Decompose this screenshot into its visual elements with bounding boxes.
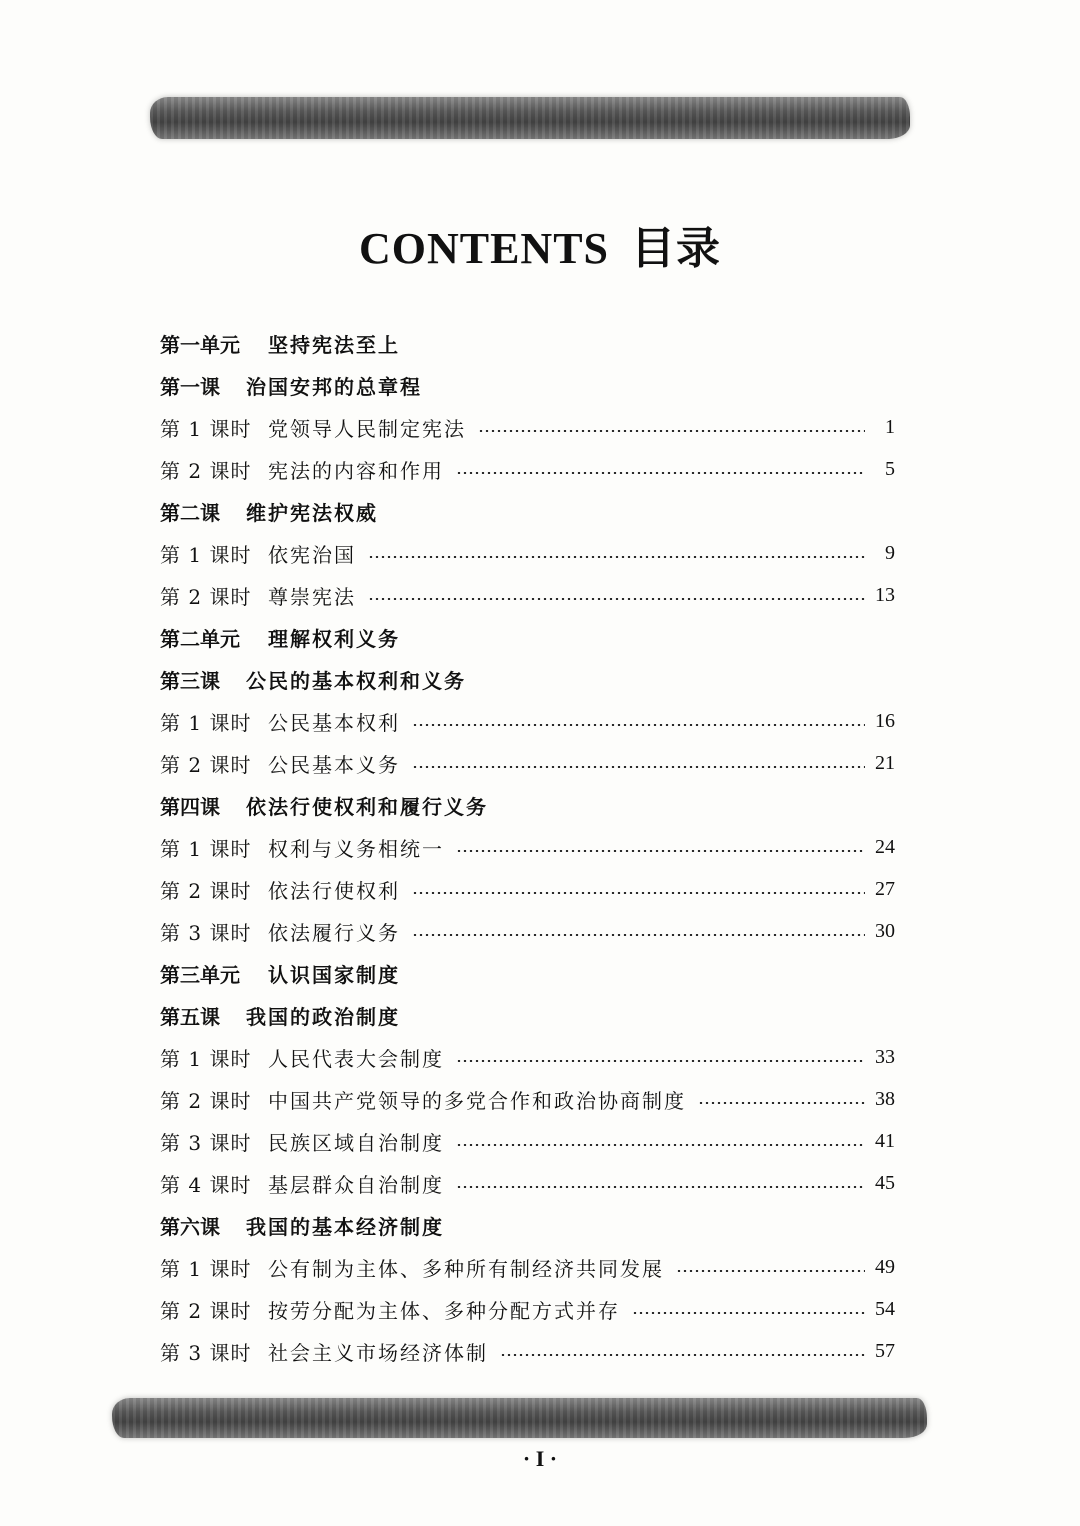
- toc-entry-number: 第 2 课时: [160, 1088, 252, 1113]
- toc-unit: [160, 616, 895, 658]
- page-number: 57: [875, 1339, 895, 1362]
- toc-entry[interactable]: [160, 1162, 895, 1204]
- toc-entry-number: 第 1 课时: [160, 710, 252, 735]
- toc-entry-title: 依法履行义务: [268, 920, 400, 945]
- page-number: 5: [885, 457, 895, 480]
- dot-leader: [412, 724, 865, 726]
- toc-entry-number: 第 2 课时: [160, 1298, 252, 1323]
- dot-leader: [456, 1144, 865, 1146]
- toc-entry-number: 第 2 课时: [160, 584, 252, 609]
- toc-entry-number: 第 1 课时: [160, 1046, 252, 1071]
- toc-entry[interactable]: [160, 1246, 895, 1288]
- dot-leader: [632, 1312, 865, 1314]
- toc-unit-title: 坚持宪法至上: [268, 332, 400, 357]
- dot-leader: [412, 766, 865, 768]
- page-number: 54: [875, 1297, 895, 1320]
- toc-entry-title: 中国共产党领导的多党合作和政治协商制度: [268, 1088, 686, 1113]
- toc-entry-title: 公有制为主体、多种所有制经济共同发展: [268, 1256, 664, 1281]
- page-folio: · I ·: [522, 1446, 558, 1471]
- dot-leader: [412, 934, 865, 936]
- toc-entry-title: 人民代表大会制度: [268, 1046, 444, 1071]
- toc-entry-title: 民族区域自治制度: [268, 1130, 444, 1155]
- toc-entry-title: 依法行使权利: [268, 878, 400, 903]
- page-number: 30: [875, 919, 895, 942]
- toc-entry-title: 依宪治国: [268, 542, 356, 567]
- page-number: 21: [875, 751, 895, 774]
- toc-lesson-title: 依法行使权利和履行义务: [246, 794, 488, 819]
- toc-entry-number: 第 3 课时: [160, 920, 252, 945]
- toc-entry[interactable]: [160, 1288, 895, 1330]
- page-title: [0, 212, 1080, 276]
- dot-leader: [412, 892, 865, 894]
- toc-lesson-number: 第六课: [160, 1214, 220, 1239]
- toc-entry[interactable]: [160, 532, 895, 574]
- toc-lesson: [160, 784, 895, 826]
- top-decorative-band: [150, 97, 910, 139]
- page-number: 13: [875, 583, 895, 606]
- toc-unit: [160, 952, 895, 994]
- toc-entry-number: 第 2 课时: [160, 458, 252, 483]
- dot-leader: [676, 1270, 865, 1272]
- page-number: 1: [885, 415, 895, 438]
- toc-unit-title: 理解权利义务: [268, 626, 400, 651]
- toc-lesson-number: 第五课: [160, 1004, 220, 1029]
- dot-leader: [456, 472, 865, 474]
- toc-entry[interactable]: [160, 1120, 895, 1162]
- toc-entry[interactable]: [160, 1330, 895, 1372]
- toc-lesson: [160, 994, 895, 1036]
- toc-entry[interactable]: [160, 910, 895, 952]
- toc-entry[interactable]: [160, 1036, 895, 1078]
- toc-entry[interactable]: [160, 574, 895, 616]
- title-chinese: 目录: [631, 223, 722, 274]
- toc-lesson-title: 公民的基本权利和义务: [246, 668, 466, 693]
- toc-entry[interactable]: [160, 826, 895, 868]
- toc-entry-number: 第 1 课时: [160, 542, 252, 567]
- dot-leader: [456, 850, 865, 852]
- toc-lesson-number: 第四课: [160, 794, 220, 819]
- toc-entry-number: 第 2 课时: [160, 752, 252, 777]
- dot-leader: [500, 1354, 865, 1356]
- toc-entry-title: 社会主义市场经济体制: [268, 1340, 488, 1365]
- toc-lesson: [160, 364, 895, 406]
- toc-entry-number: 第 1 课时: [160, 836, 252, 861]
- toc-lesson-title: 维护宪法权威: [246, 500, 378, 525]
- page-number: 49: [875, 1255, 895, 1278]
- toc-entry-number: 第 2 课时: [160, 878, 252, 903]
- toc-entry[interactable]: [160, 406, 895, 448]
- table-of-contents: [160, 322, 895, 1372]
- toc-lesson-title: 治国安邦的总章程: [246, 374, 422, 399]
- page-number: 27: [875, 877, 895, 900]
- toc-lesson-number: 第三课: [160, 668, 220, 693]
- toc-lesson-number: 第二课: [160, 500, 220, 525]
- toc-unit-number: 第三单元: [160, 962, 240, 987]
- toc-unit: [160, 322, 895, 364]
- toc-entry[interactable]: [160, 868, 895, 910]
- toc-lesson: [160, 490, 895, 532]
- toc-unit-number: 第二单元: [160, 626, 240, 651]
- toc-entry-title: 党领导人民制定宪法: [268, 416, 466, 441]
- toc-entry-title: 基层群众自治制度: [268, 1172, 444, 1197]
- toc-lesson: [160, 1204, 895, 1246]
- toc-lesson: [160, 658, 895, 700]
- dot-leader: [478, 430, 865, 432]
- toc-entry-title: 宪法的内容和作用: [268, 458, 444, 483]
- page-number: 16: [875, 709, 895, 732]
- toc-entry-number: 第 4 课时: [160, 1172, 252, 1197]
- toc-entry-number: 第 3 课时: [160, 1130, 252, 1155]
- page-number: 45: [875, 1171, 895, 1194]
- toc-unit-number: 第一单元: [160, 332, 240, 357]
- page-number: 24: [875, 835, 895, 858]
- dot-leader: [456, 1060, 865, 1062]
- toc-lesson-title: 我国的基本经济制度: [246, 1214, 444, 1239]
- toc-entry-title: 按劳分配为主体、多种分配方式并存: [268, 1298, 620, 1323]
- toc-entry-title: 尊崇宪法: [268, 584, 356, 609]
- dot-leader: [698, 1102, 865, 1104]
- toc-lesson-number: 第一课: [160, 374, 220, 399]
- page-number: 41: [875, 1129, 895, 1152]
- bottom-decorative-band: [112, 1398, 927, 1438]
- page-number: 9: [885, 541, 895, 564]
- toc-entry-title: 公民基本权利: [268, 710, 400, 735]
- toc-entry-number: 第 1 课时: [160, 416, 252, 441]
- toc-entry-number: 第 1 课时: [160, 1256, 252, 1281]
- dot-leader: [456, 1186, 865, 1188]
- toc-entry[interactable]: [160, 742, 895, 784]
- toc-entry-number: 第 3 课时: [160, 1340, 252, 1365]
- toc-entry[interactable]: [160, 700, 895, 742]
- page-number: 38: [875, 1087, 895, 1110]
- toc-lesson-title: 我国的政治制度: [246, 1004, 400, 1029]
- toc-entry[interactable]: [160, 1078, 895, 1120]
- dot-leader: [368, 556, 865, 558]
- title-english: CONTENTS: [358, 224, 610, 273]
- page-number: 33: [875, 1045, 895, 1068]
- toc-entry-title: 公民基本义务: [268, 752, 400, 777]
- toc-entry[interactable]: [160, 448, 895, 490]
- dot-leader: [368, 598, 865, 600]
- toc-entry-title: 权利与义务相统一: [268, 836, 444, 861]
- toc-unit-title: 认识国家制度: [268, 962, 400, 987]
